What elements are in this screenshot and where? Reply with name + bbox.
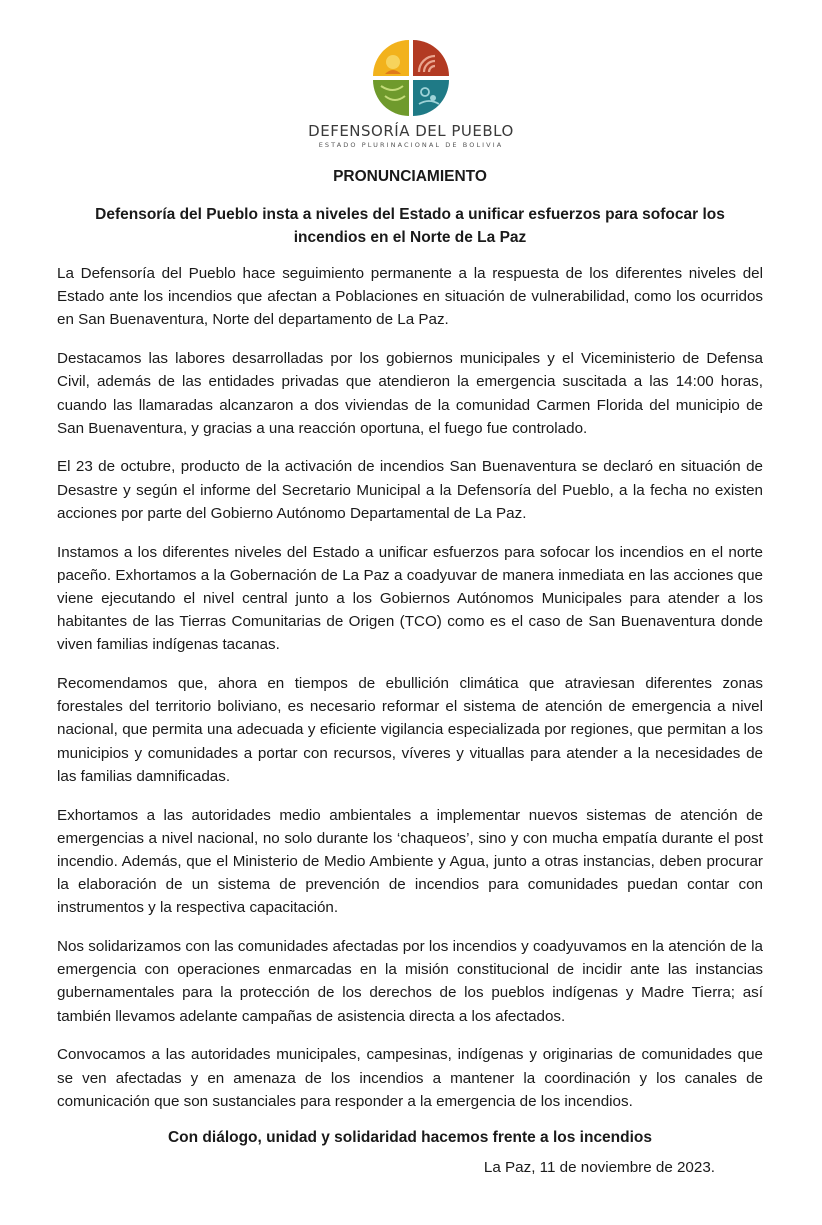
closing-statement: Con diálogo, unidad y solidaridad hacemos frente a los incendios [167, 1128, 653, 1146]
header-logo [0, 38, 822, 149]
paragraph: Recomendamos que, ahora en tiempos de ebullición climática que atraviesan diferentes zonas forestales del territorio boliviano, es necesario reformar el sistema de atención de emergencia a nivel nacional, que permita una adecuada y eficiente vigilancia especializada por regiones, que permitan a los municipios y comunidades a portar con recursos, víveres y vituallas para atender a la necesidades de las familias damnificadas. [57, 675, 763, 785]
paragraph: Exhortamos a las autoridades medio ambientales a implementar nuevos sistemas de atención de emergencias a nivel nacional, no solo durante los ‘chaqueos’, sino y con mucha empatía durante el post incendio. Además, que el Ministerio de Medio Ambiente y Agua, junto a otras instancias, deben procurar la elaboración de un sistema de prevención de incendios para comunidades puedan contar con instrumentos y la respectiva capacitación. [57, 806, 763, 917]
organization-name: DEFENSORÍA DEL PUEBLO [308, 122, 514, 140]
place-and-date: La Paz, 11 de noviembre de 2023. [483, 1158, 715, 1176]
paragraph: Convocamos a las autoridades municipales, campesinas, indígenas y originarias de comunidades que se ven afectadas y en amenaza de los incendios a mantener la coordinación y los canales de comunicación que son sustanciales para responder a la emergencia de los incendios. [57, 1046, 763, 1110]
document-kind-title: PRONUNCIAMIENTO [333, 168, 487, 185]
paragraph: Instamos a los diferentes niveles del Estado a unificar esfuerzos para sofocar los incendios en el norte paceño. Exhortamos a la Gobernación de La Paz a coadyuvar de manera inmediata en las acciones que viene ejecutando el nivel central junto a los Gobiernos Autónomos Municipales para atender a los habitantes de las Tierras Comunitarias de Origen (TCO) como es el caso de San Buenaventura donde viven familias indígenas tacanas. [57, 543, 763, 654]
paragraph: Nos solidarizamos con las comunidades afectadas por los incendios y coadyuvamos en la atención de la emergencia con operaciones enmarcadas en la misión constitucional de incidir ante las instancias gubernamentales para la protección de los derechos de los pueblos indígenas y Madre Tierra; así también llevamos adelante campañas de asistencia directa a los afectados. [57, 938, 763, 1025]
document-headline: Defensoría del Pueblo insta a niveles del Estado a unificar esfuerzos para sofocar los incendios en el Norte de La Paz [95, 206, 725, 246]
paragraph: Destacamos las labores desarrolladas por los gobiernos municipales y el Viceministerio de Defensa Civil, además de las entidades privadas que atendieron la emergencia suscitada a las 14:00 horas, cuando las llamaradas alcanzaron a dos viviendas de la comunidad Carmen Florida del municipio de San Buenaventura, y gracias a una reacción oportuna, el fuego fue controlado. [57, 350, 763, 437]
document-body [57, 168, 763, 1176]
defensoria-emblem-icon [371, 38, 451, 116]
organization-subtitle: ESTADO PLURINACIONAL DE BOLIVIA [318, 141, 504, 149]
paragraph: La Defensoría del Pueblo hace seguimiento permanente a la respuesta de los diferentes niveles del Estado ante los incendios que afectan a Poblaciones en situación de vulnerabilidad, como los ocurridos en San Buenaventura, Norte del departamento de La Paz. [57, 265, 763, 329]
paragraph: El 23 de octubre, producto de la activación de incendios San Buenaventura se declaró en situación de Desastre y según el informe del Secretario Municipal a la Defensoría del Pueblo, a la fecha no existen acciones por parte del Gobierno Autónomo Departamental de La Paz. [57, 458, 763, 522]
